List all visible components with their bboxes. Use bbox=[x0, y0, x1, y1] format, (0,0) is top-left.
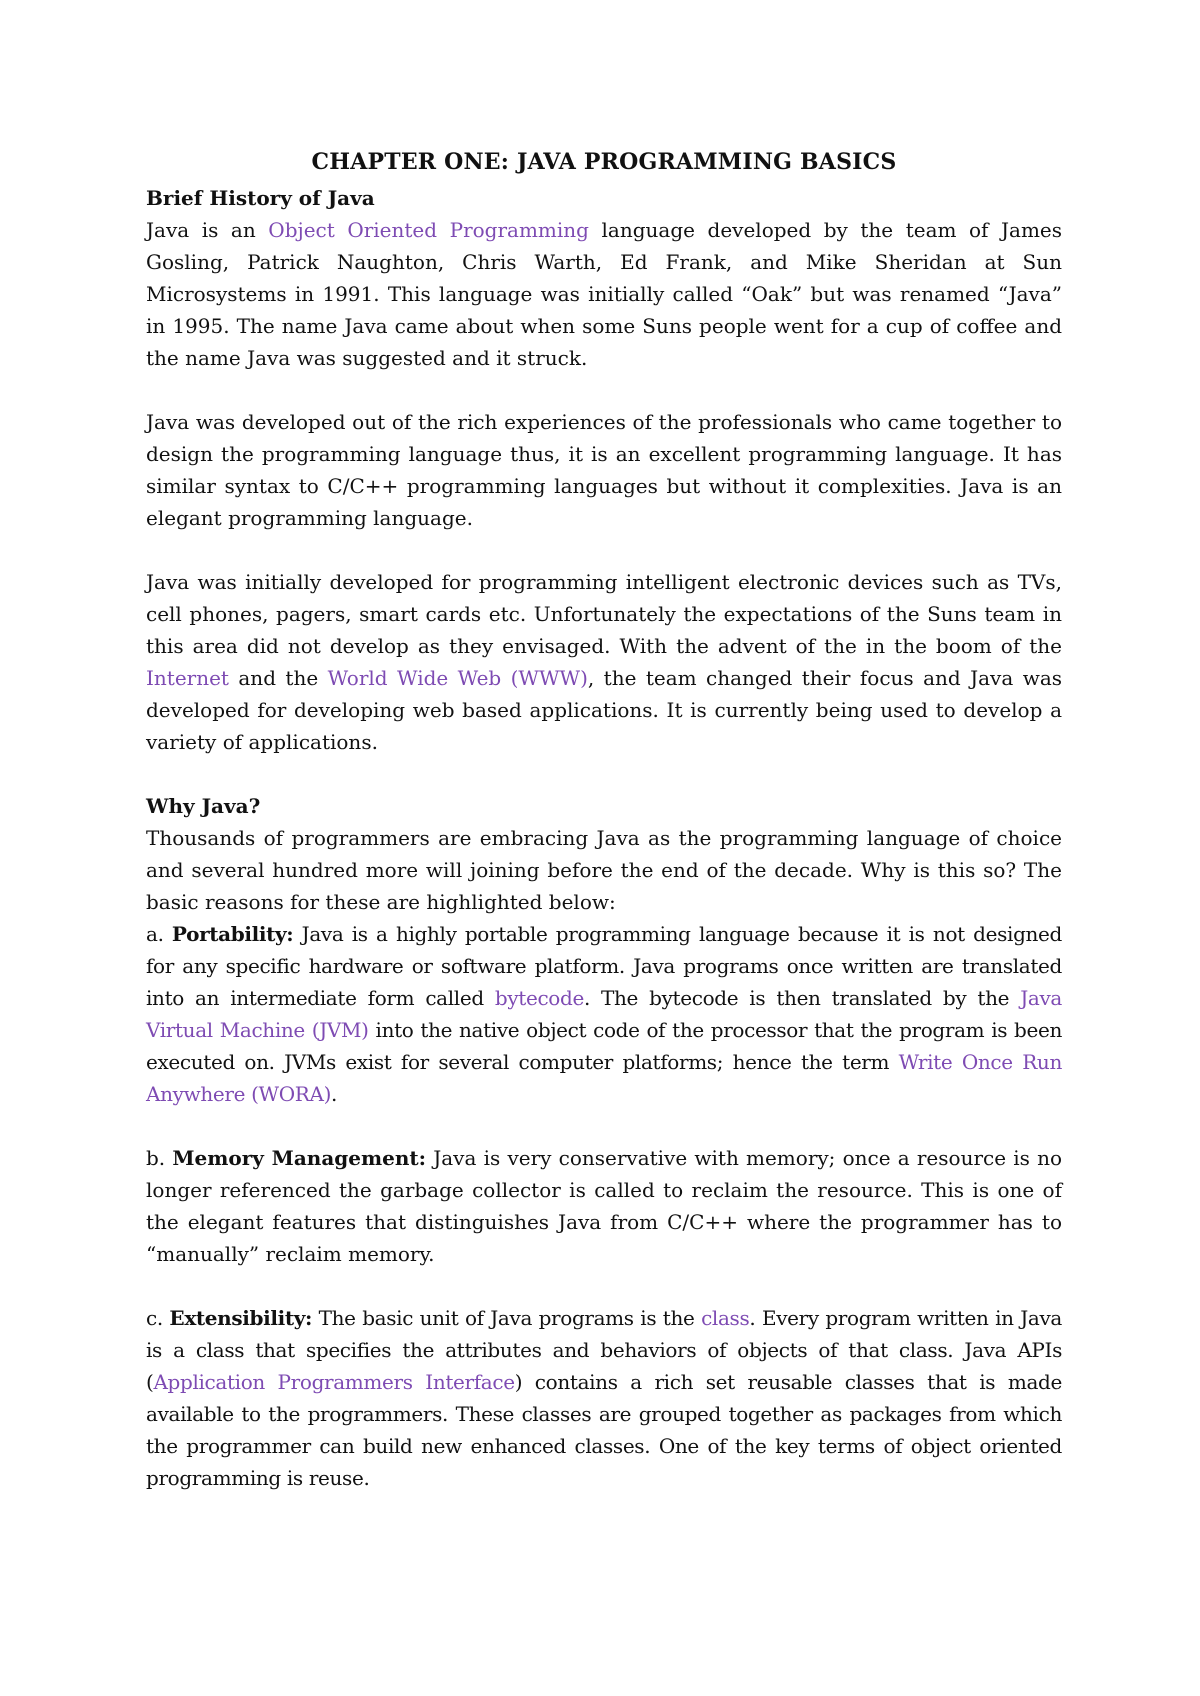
text-run: Java was initially developed for programming intelligent electronic devices such as TVs, cell phones, pagers, smart cards etc. Unfortunately the expectations of the Suns team in this area did not develop as they envisaged. With the advent of the in the boom of the bbox=[146, 570, 1062, 658]
paragraph-why-intro: Thousands of programmers are embracing Java as the programming language of choice and several hundred more will joining before the end of the decade. Why is this so? The basic reasons for these are highlighted below: bbox=[146, 826, 1062, 914]
text-run: ) contains a rich set reusable classes that is made available to the programmers. These classes are grouped together as packages from which the programmer can build new enhanced classes. One of the key terms of object oriented programming is reuse. bbox=[146, 1370, 1062, 1490]
text-run: and the bbox=[228, 666, 328, 690]
paragraph-history-3 bbox=[146, 566, 1062, 758]
term-extensibility: Extensibility: bbox=[169, 1306, 313, 1330]
text-run: Java is very conservative with memory; once a resource is no longer referenced the garbage collector is called to reclaim the resource. This is one of the elegant features that distinguishes Java from C/C++ where the programmer has to “manually” reclaim memory. bbox=[146, 1146, 1063, 1266]
text-run: language developed by the team of James Gosling, Patrick Naughton, Chris Warth, Ed Frank, and Mike Sheridan at Sun Microsystems in 1991. This language was initially called “Oak” but was renamed “Java” in 1995. The name Java came about when some Suns people went for a cup of coffee and the name Java was suggested and it struck. bbox=[146, 218, 1063, 370]
link-application-programmers-interface[interactable]: Application Programmers Interface bbox=[153, 1370, 515, 1394]
text-run: . Every program written in Java is a class that specifies the attributes and behaviors of objects of that class. Java APIs ( bbox=[146, 1306, 1062, 1394]
paragraph-history-1 bbox=[146, 214, 1062, 374]
section-heading-history: Brief History of Java bbox=[146, 186, 375, 210]
list-marker: c. bbox=[146, 1306, 170, 1330]
chapter-title: CHAPTER ONE: JAVA PROGRAMMING BASICS bbox=[311, 149, 897, 175]
section-heading-why-java: Why Java? bbox=[146, 794, 261, 818]
paragraph-portability bbox=[146, 918, 1062, 1110]
text-run: , the team changed their focus and Java was developed for developing web based applications. It is currently being used to develop a variety of applications. bbox=[146, 666, 1063, 754]
list-marker: b. bbox=[146, 1146, 173, 1170]
text-run: . bbox=[331, 1082, 338, 1106]
link-object-oriented-programming[interactable]: Object Oriented Programming bbox=[268, 218, 589, 242]
paragraph-memory-management bbox=[146, 1142, 1062, 1270]
term-portability: Portability: bbox=[171, 922, 294, 946]
document-body bbox=[146, 146, 1062, 1494]
link-internet[interactable]: Internet bbox=[146, 666, 229, 690]
link-bytecode[interactable]: bytecode bbox=[494, 986, 584, 1010]
link-java-virtual-machine[interactable]: Java Virtual Machine (JVM) bbox=[146, 986, 1062, 1042]
text-run: Java is a highly portable programming language because it is not designed for any specific hardware or software platform. Java programs once written are translated into an intermediate form called bbox=[146, 922, 1062, 1010]
link-world-wide-web[interactable]: World Wide Web (WWW) bbox=[327, 666, 588, 690]
paragraph-extensibility bbox=[146, 1302, 1062, 1494]
list-marker: a. bbox=[146, 922, 172, 946]
text-run: . The bytecode is then translated by the bbox=[583, 986, 1021, 1010]
text-run: into the native object code of the processor that the program is been executed on. JVMs exist for several computer platforms; hence the term bbox=[146, 1018, 1063, 1074]
term-memory-management: Memory Management: bbox=[172, 1146, 427, 1170]
link-write-once-run-anywhere[interactable]: Write Once Run Anywhere (WORA) bbox=[146, 1050, 1062, 1106]
link-class[interactable]: class bbox=[701, 1306, 750, 1330]
text-run: The basic unit of Java programs is the bbox=[312, 1306, 702, 1330]
paragraph-history-2: Java was developed out of the rich experiences of the professionals who came together to design the programming language thus, it is an excellent programming language. It has similar syntax to C/C++ programming languages but without it complexities. Java is an elegant programming language. bbox=[146, 410, 1062, 530]
text-run: Java is an bbox=[146, 218, 269, 242]
